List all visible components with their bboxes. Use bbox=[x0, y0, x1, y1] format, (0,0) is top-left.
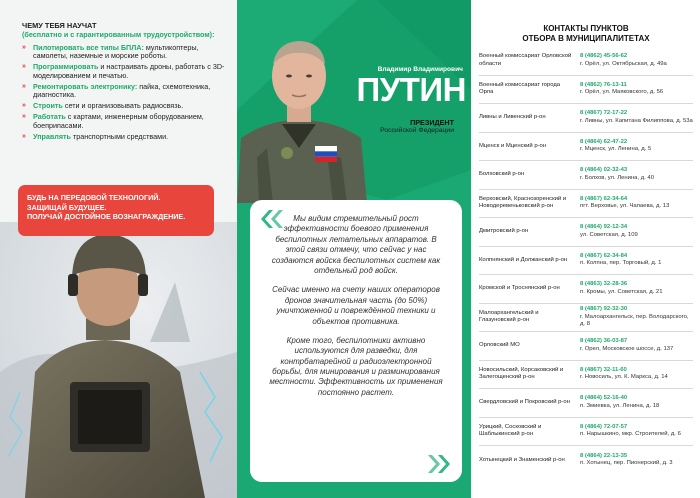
list-item bbox=[479, 190, 693, 219]
left-panel bbox=[0, 0, 237, 498]
contact-name: Малоархангельский и Глазуновский р-он bbox=[479, 309, 539, 324]
contact-name: Мценск и Мценский р-он bbox=[479, 142, 547, 149]
quote-card bbox=[250, 200, 462, 482]
contacts-title-line: ОТБОРА В МУНИЦИПАЛИТЕТАХ bbox=[522, 33, 650, 43]
contact-phone: 8 (4864) 02-32-43 bbox=[580, 167, 628, 174]
contact-phone: 8 (4867) 32-11-60 bbox=[580, 366, 627, 373]
contact-phone: 8 (4864) 92-12-34 bbox=[580, 224, 628, 231]
contact-name: Ливны и Ливенский р-он bbox=[479, 114, 546, 121]
contacts-list bbox=[479, 47, 693, 475]
contact-address: п. Нарышкино, мкр. Строителей, д. 6 bbox=[580, 431, 681, 438]
skill-text: сети и организовывать радиосвязь. bbox=[62, 101, 184, 111]
contact-address: ул. Советская, д. 109 bbox=[580, 231, 638, 238]
list-item bbox=[479, 47, 693, 76]
contact-address: пгт. Верховье, ул. Чапаева, д. 13 bbox=[580, 203, 670, 210]
skill-key: Управлять bbox=[33, 131, 71, 141]
list-item bbox=[22, 113, 227, 131]
skill-key: Ремонтировать электронику: bbox=[33, 81, 138, 91]
contact-address: г. Малоархангельск, пер. Володарского, д. 8 bbox=[580, 313, 689, 327]
contact-name: Колпнянский и Должанский р-он bbox=[479, 256, 568, 263]
quote-paragraph: Сейчас именно на счету наших операторов дронов значительная часть (до 50%) уничтоженной и повреждённой техники и объектов противника. bbox=[272, 285, 440, 326]
list-item bbox=[479, 446, 693, 475]
contact-name: Болховский р-он bbox=[479, 171, 525, 178]
contact-phone: 8 (4867) 72-17-22 bbox=[580, 110, 628, 117]
list-item bbox=[479, 218, 693, 247]
contact-name: Кромской и Троснянский р-он bbox=[479, 285, 560, 292]
skill-text: мультикоптеры, самолеты, наземные и морские роботы. bbox=[33, 42, 199, 61]
list-item bbox=[479, 332, 693, 361]
skill-text: пайка, схемотехника, диагностика. bbox=[33, 81, 211, 100]
contact-name: Свердловский и Покровский р-он bbox=[479, 399, 570, 406]
contact-address: г. Болхов, ул. Ленина, д. 40 bbox=[580, 174, 654, 181]
skill-key: Строить bbox=[33, 101, 63, 111]
skill-key: Работать bbox=[33, 111, 66, 121]
chevron-right-icon: » bbox=[22, 102, 26, 110]
cta-line: ПОЛУЧАЙ ДОСТОЙНОЕ ВОЗНАГРАЖДЕНИЕ. bbox=[27, 212, 186, 222]
contact-name: Военный комиссариат Орловской области bbox=[479, 53, 572, 67]
chevron-right-icon: » bbox=[22, 132, 26, 140]
list-item bbox=[479, 161, 693, 190]
cta-line: БУДЬ НА ПЕРЕДОВОЙ ТЕХНОЛОГИЙ. bbox=[27, 193, 161, 202]
chevron-right-icon: » bbox=[22, 112, 26, 120]
contact-address: г. Новосиль, ул. К. Маркса, д. 14 bbox=[580, 374, 668, 381]
list-item bbox=[22, 102, 227, 111]
president-first-names: Владимир Владимирович bbox=[377, 66, 463, 73]
soldier-image bbox=[0, 222, 237, 498]
quote-open-icon bbox=[259, 209, 283, 229]
list-item bbox=[479, 133, 693, 162]
contact-address: п. Змиевка, ул. Ленина, д. 18 bbox=[580, 402, 660, 409]
president-role-subtitle: Российской Федерации bbox=[380, 127, 454, 134]
chevron-right-icon: » bbox=[22, 43, 26, 51]
contacts-title-line: КОНТАКТЫ ПУНКТОВ bbox=[543, 24, 629, 33]
president-portrait bbox=[237, 28, 367, 203]
list-item bbox=[479, 247, 693, 276]
contact-name: Верховский, Краснозоренский и Новодеревеньковский р-он bbox=[479, 195, 567, 210]
training-subtitle: (бесплатно и с гарантированным трудоустройством): bbox=[22, 29, 215, 39]
chevron-right-icon: » bbox=[22, 82, 26, 90]
list-item bbox=[479, 104, 693, 133]
contact-address: г. Орёл, ул. Октябрьская, д. 49а bbox=[580, 60, 667, 67]
contact-name: Урицкий, Сосковский и Шаблыкинский р-он bbox=[479, 423, 542, 438]
contact-address: п. Хотынец, пер. Пионерский, д. 3 bbox=[580, 460, 673, 467]
list-item bbox=[479, 76, 693, 105]
contact-phone: 8 (4867) 62-34-64 bbox=[580, 195, 628, 202]
skill-text: с картами, инженерным оборудованием, боеприпасами. bbox=[33, 111, 204, 130]
training-title: ЧЕМУ ТЕБЯ НАУЧАТ bbox=[22, 21, 97, 30]
list-item bbox=[22, 44, 227, 62]
contact-name: Военный комиссариат города Орла bbox=[479, 81, 561, 96]
quote-paragraph: Кроме того, беспилотники активно используются для разведки, для контрбатарейной и радиоэлектронной борьбы, для минирования и разминирования местности. Эффективность их применения постоянно растет. bbox=[269, 335, 443, 397]
contact-address: г. Орёл, ул. Маяковского, д. 56 bbox=[580, 89, 664, 96]
cta-line: ЗАЩИЩАЙ БУДУЩЕЕ. bbox=[27, 202, 107, 212]
president-role: ПРЕЗИДЕНТ bbox=[410, 118, 454, 127]
contact-address: г. Орел, Московское шоссе, д. 137 bbox=[580, 345, 674, 352]
contact-phone: 8 (4862) 36-03-87 bbox=[580, 338, 628, 345]
contact-address: п. Колпна, пер. Торговый, д. 1 bbox=[580, 260, 662, 267]
skill-key: Пилотировать все типы БПЛА: bbox=[33, 42, 144, 52]
contact-phone: 8 (4864) 62-47-22 bbox=[580, 138, 628, 145]
contact-phone: 8 (4867) 92-32-30 bbox=[580, 306, 628, 313]
middle-panel bbox=[237, 0, 471, 498]
contact-address: п. Кромы, ул. Советская, д. 21 bbox=[580, 288, 663, 295]
chevron-right-icon: » bbox=[22, 63, 26, 71]
list-item bbox=[479, 418, 693, 447]
skill-key: Программировать bbox=[33, 62, 99, 72]
training-section bbox=[0, 0, 237, 195]
contact-phone: 8 (4862) 45-56-62 bbox=[580, 53, 628, 60]
contact-address: г. Мценск, ул. Ленина, д. 5 bbox=[580, 146, 652, 153]
contact-address: г. Ливны, ул. Капитана Филиппова, д. 53а bbox=[580, 117, 693, 124]
cta-banner bbox=[18, 185, 214, 236]
contact-phone: 8 (4864) 22-13-35 bbox=[580, 452, 628, 459]
list-item bbox=[479, 361, 693, 390]
skills-list bbox=[22, 44, 227, 142]
list-item bbox=[22, 63, 227, 81]
contact-phone: 8 (4864) 52-16-40 bbox=[580, 395, 628, 402]
contact-name: Новосильский, Корсаковский и Залегощенский р-он bbox=[479, 366, 564, 381]
contacts-title bbox=[479, 24, 693, 43]
list-item bbox=[479, 275, 693, 304]
list-item bbox=[22, 133, 227, 142]
contact-name: Хотынецкий и Знаменский р-он bbox=[479, 456, 565, 463]
president-surname: ПУТИН bbox=[356, 71, 466, 108]
list-item bbox=[479, 389, 693, 418]
contact-phone: 8 (4864) 72-07-57 bbox=[580, 423, 628, 430]
contact-name: Дмитровский р-он bbox=[479, 228, 529, 235]
list-item bbox=[479, 304, 693, 333]
skill-text: транспортными средствами. bbox=[70, 131, 169, 141]
skill-text: и настраивать дроны, работать с 3D-моделированием и печатью. bbox=[33, 62, 225, 80]
contact-phone: 8 (4862) 76-13-11 bbox=[580, 81, 627, 88]
quote-paragraph: Мы видим стремительный рост эффективности боевого применения беспилотных летательных аппаратов. В этой связи отмечу, что сейчас у нас создаются войска беспилотных систем как отдельный род войск. bbox=[271, 214, 441, 275]
right-panel bbox=[471, 0, 700, 498]
quote-close-icon bbox=[428, 454, 452, 474]
list-item bbox=[22, 83, 227, 101]
contact-phone: 8 (4867) 62-34-84 bbox=[580, 252, 628, 259]
contact-name: Орловский МО bbox=[479, 342, 520, 349]
contact-phone: 8 (4863) 32-28-36 bbox=[580, 281, 628, 288]
